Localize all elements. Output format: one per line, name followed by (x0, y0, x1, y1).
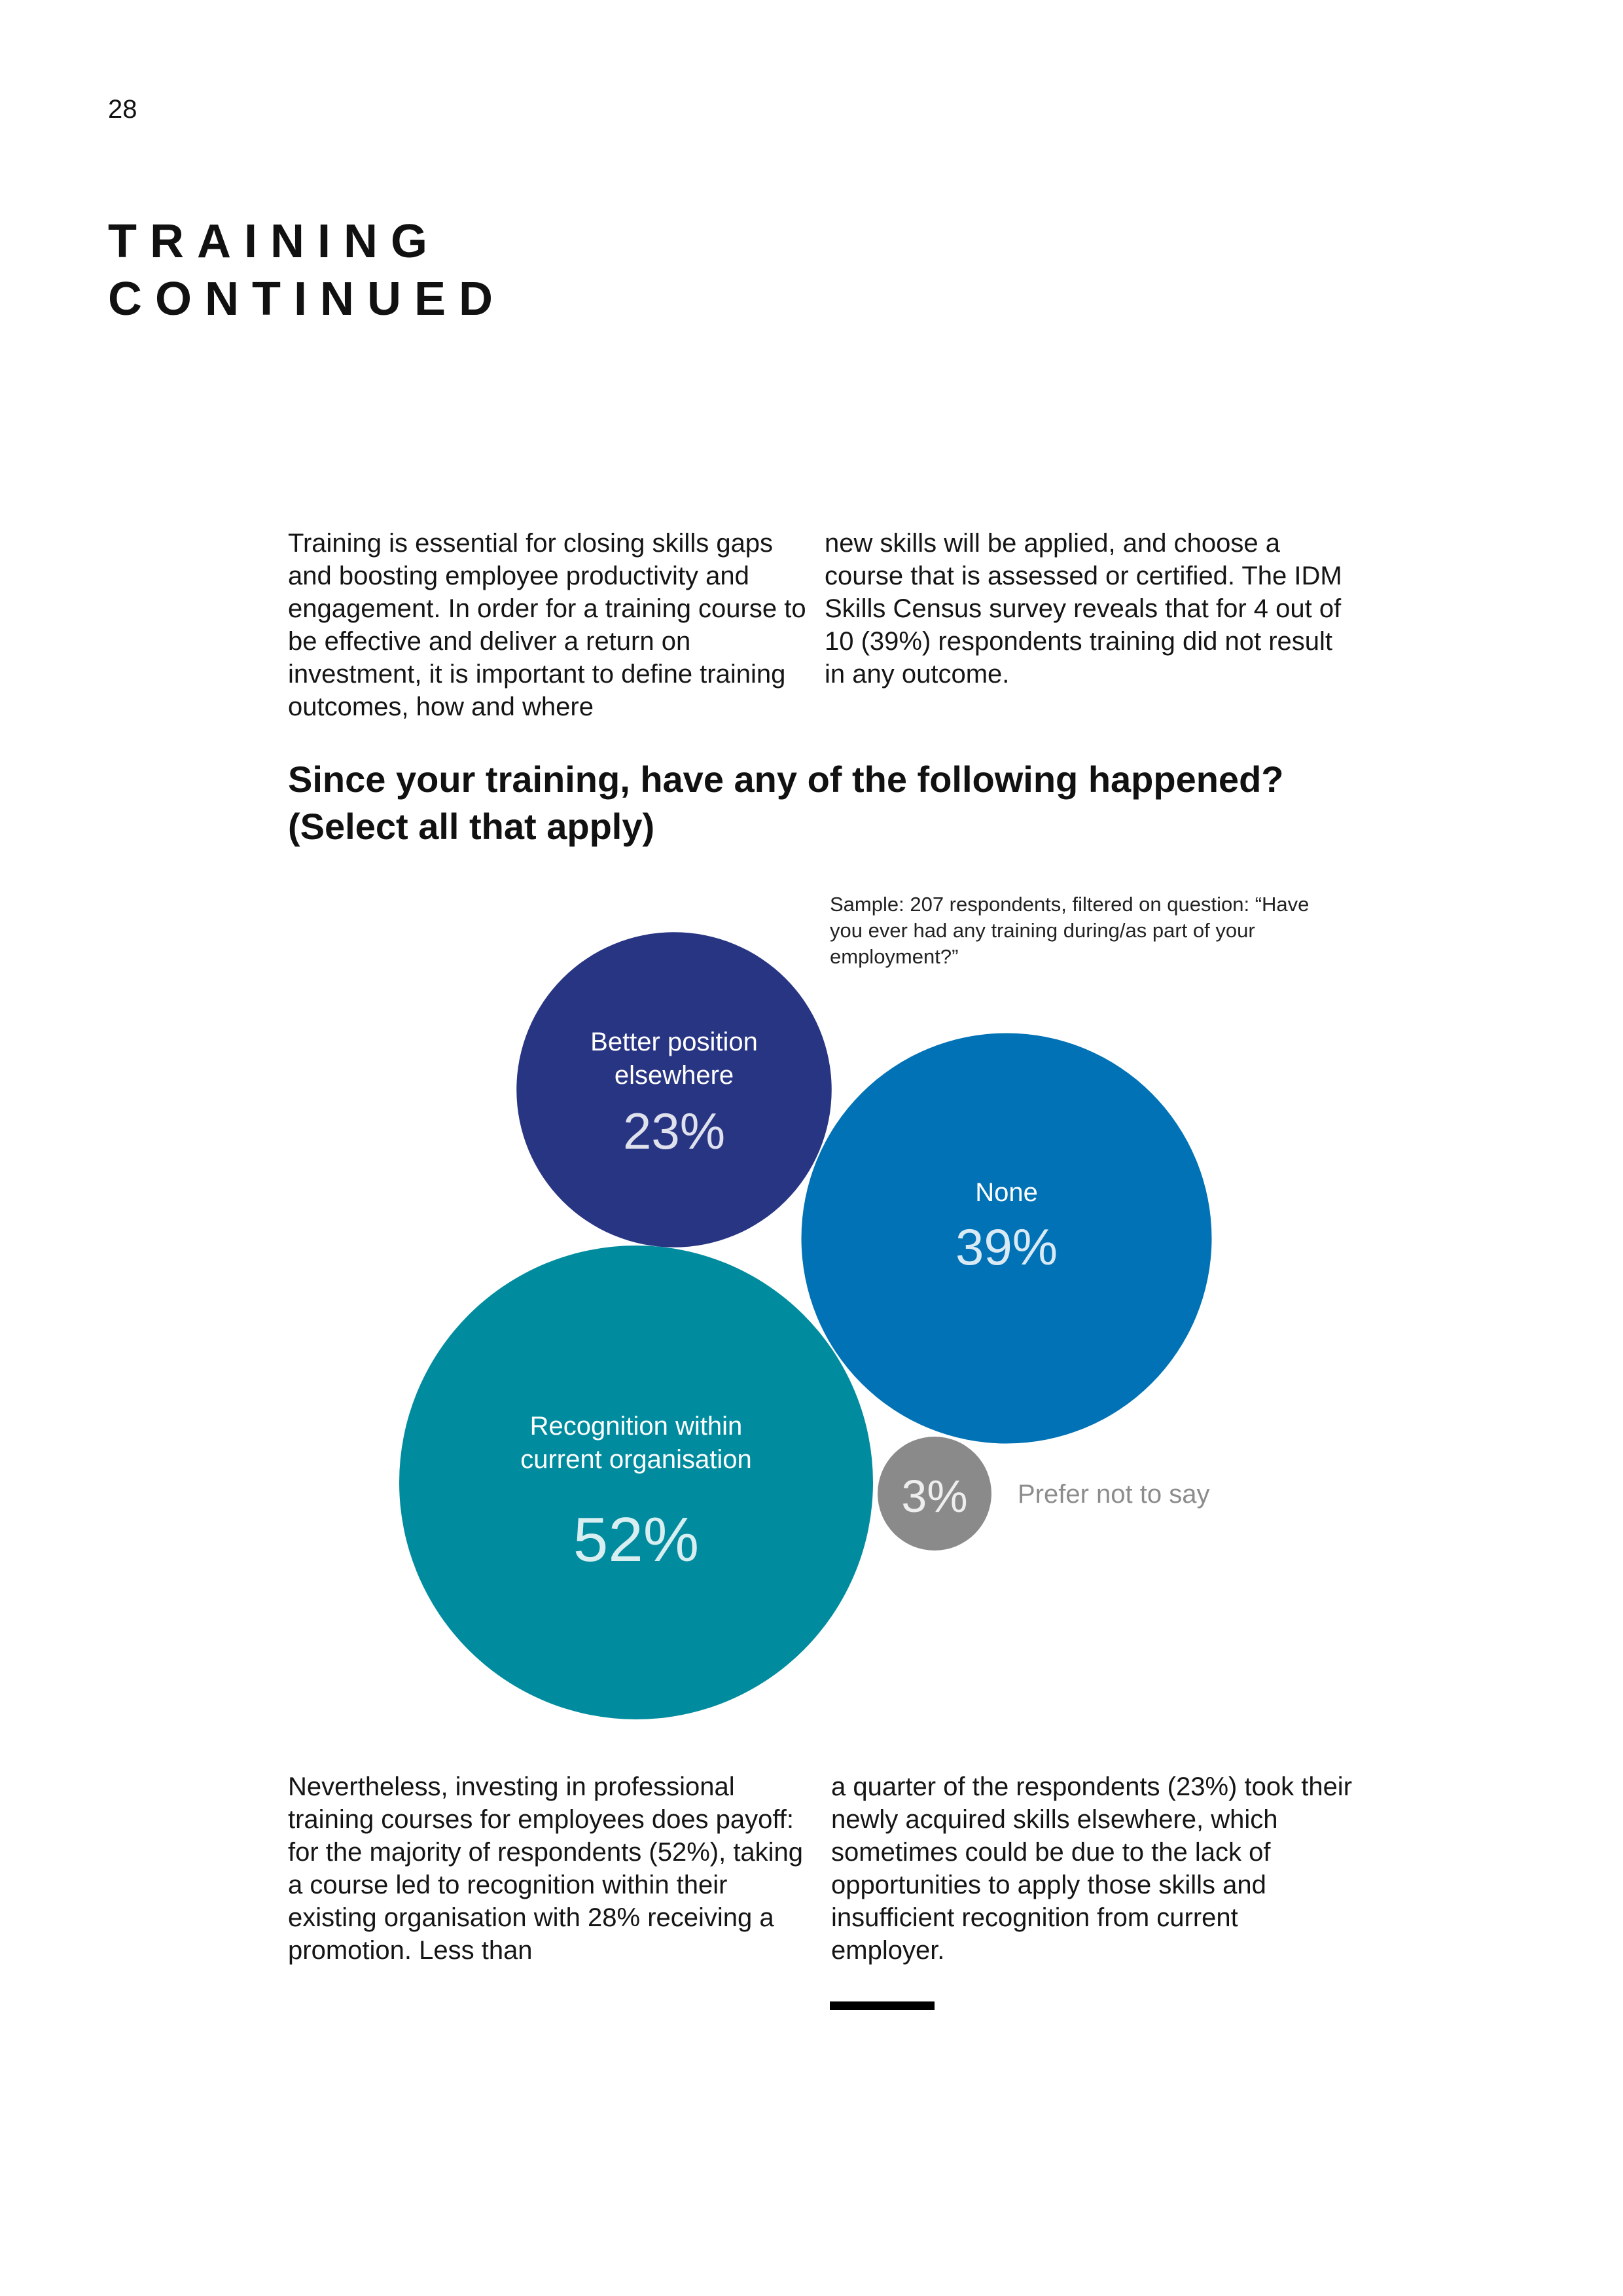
chart-heading-line-1: Since your training, have any of the following happened? (288, 759, 1284, 800)
intro-paragraph-right: new skills will be applied, and choose a course that is assessed or certified. The IDM Skills Census survey reveals that for 4 out of 10 (39%) respondents training did not result in any outcome. (825, 529, 1342, 689)
chart-heading-line-2: (Select all that apply) (288, 806, 655, 847)
section-divider (830, 2001, 935, 2010)
bubble-value-prefer-not-to-say: 3% (901, 1471, 968, 1522)
page-number: 28 (108, 95, 137, 124)
outro-paragraph-right: a quarter of the respondents (23%) took their newly acquired skills elsewhere, which sometimes could be due to the lack of opportunities to apply those skills and insufficient recognition from current employer. (831, 1772, 1353, 1965)
bubble-value-better-position-elsewhere: 23% (622, 1102, 726, 1160)
bubble-value-recognition-within-current-organisation: 52% (573, 1505, 700, 1575)
bubble-label-better-position-elsewhere-line-1: Better position (590, 1028, 758, 1056)
intro-paragraph-left: Training is essential for closing skills gaps and boosting employee productivity and engagement. In order for a training course to be effective and deliver a return on investment, it is important to define training outcomes, how and where (288, 529, 806, 721)
bubble-better-position-elsewhere (516, 932, 832, 1247)
page-title-line-1: TRAINING (108, 215, 440, 268)
bubble-label-prefer-not-to-say: Prefer not to say (1018, 1480, 1210, 1509)
bubble-label-better-position-elsewhere-line-2: elsewhere (614, 1061, 734, 1090)
bubble-label-recognition-within-current-organisation-line-1: Recognition within (529, 1412, 743, 1441)
bubble-label-recognition-within-current-organisation-line-2: current organisation (520, 1445, 752, 1474)
bubble-value-none: 39% (955, 1218, 1058, 1276)
bubble-recognition-within-current-organisation (399, 1246, 873, 1719)
sample-note: Sample: 207 respondents, filtered on question: “Have you ever had any training during/as part of your employment?” (830, 893, 1310, 968)
page-title-line-2: CONTINUED (108, 273, 506, 325)
outro-paragraph-left: Nevertheless, investing in professional training courses for employees does payoff: for the majority of respondents (52%), taking a course led to recognition within their existing organisation with 28% receiving a promotion. Less than (288, 1772, 804, 1965)
bubble-label-none-line-1: None (975, 1178, 1038, 1207)
